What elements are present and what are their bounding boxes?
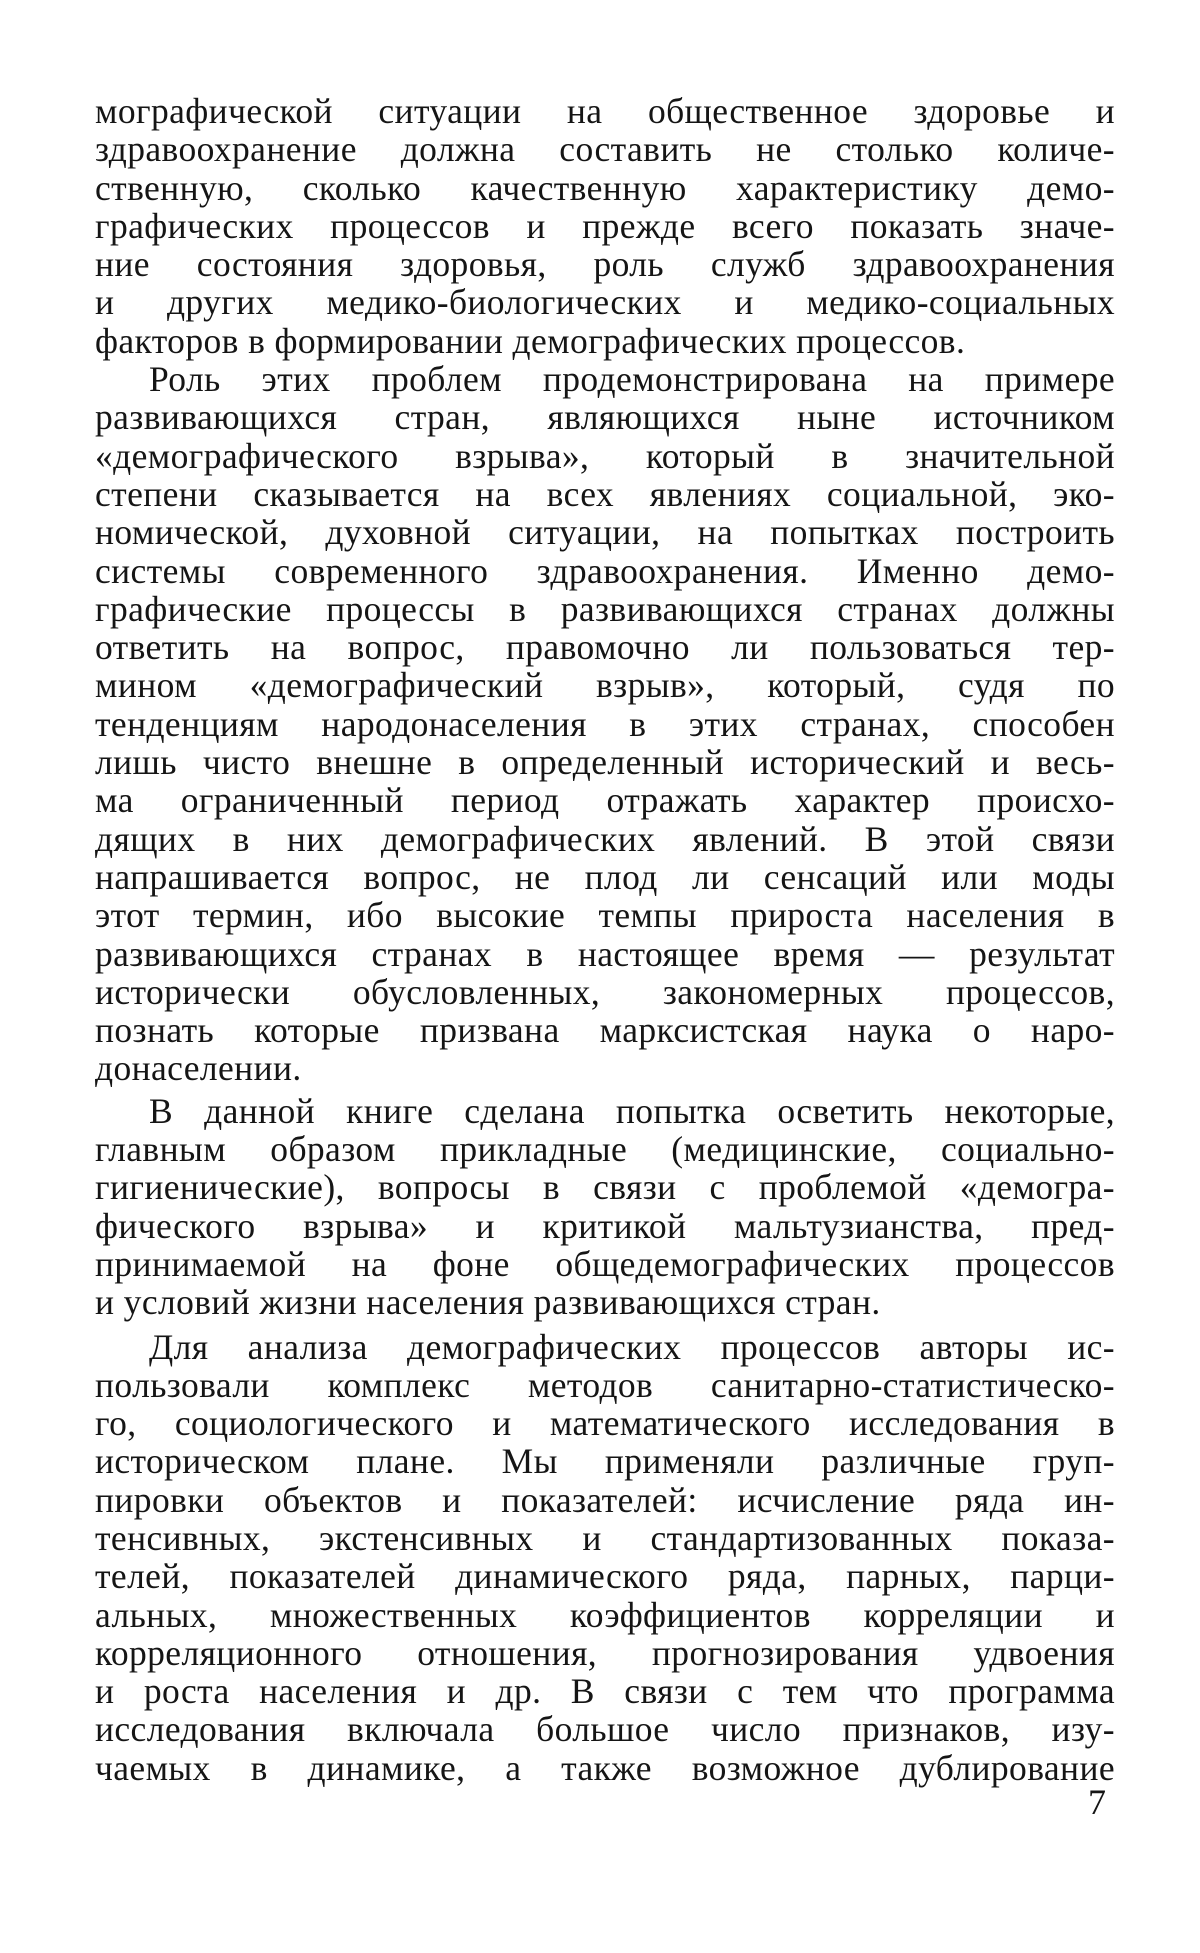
text-line: го, социологического и математического исследования в	[95, 1403, 1115, 1444]
text-line: историческом плане. Мы применяли различные груп-	[95, 1441, 1115, 1482]
text-line: гигиенические), вопросы в связи с проблемой «демогра-	[95, 1167, 1115, 1208]
text-line: ственную, сколько качественную характеристику демо-	[95, 167, 1115, 208]
paragraph-2	[95, 360, 1115, 1088]
text-line: степени сказывается на всех явлениях социальной, эко-	[95, 473, 1115, 514]
text-line: ма ограниченный период отражать характер происхо-	[95, 780, 1115, 821]
text-line: исследования включала большое число признаков, изу-	[95, 1709, 1115, 1750]
text-line: тенденциям народонаселения в этих странах, способен	[95, 703, 1115, 744]
text-line: дящих в них демографических явлений. В этой связи	[95, 818, 1115, 859]
text-line: и роста населения и др. В связи с тем что программа	[95, 1671, 1115, 1712]
text-line: мографической ситуации на общественное здоровье и	[95, 91, 1115, 131]
text-line: лишь чисто внешне в определенный исторический и весь-	[95, 742, 1115, 783]
text-line: пировки объектов и показателей: исчисление ряда ин-	[95, 1479, 1115, 1520]
text-line: развивающихся странах в настоящее время — результат	[95, 933, 1115, 974]
text-line: телей, показателей динамического ряда, парных, парци-	[95, 1556, 1115, 1597]
text-line: исторически обусловленных, закономерных процессов,	[95, 971, 1115, 1012]
paragraph-4	[95, 1328, 1115, 1788]
text-line: ние состояния здоровья, роль служб здравоохранения	[95, 244, 1115, 285]
text-line: напрашивается вопрос, не плод ли сенсаций или моды	[95, 856, 1115, 897]
text-line: ответить на вопрос, правомочно ли пользоваться тер-	[95, 627, 1115, 668]
text-line: корреляционного отношения, прогнозирования удвоения	[95, 1632, 1115, 1673]
text-line: тенсивных, экстенсивных и стандартизованных показа-	[95, 1517, 1115, 1558]
text-line: здравоохранение должна составить не столько количе-	[95, 129, 1115, 170]
text-line: принимаемой на фоне общедемографических процессов	[95, 1243, 1115, 1284]
text-line: Роль этих проблем продемонстрирована на примере	[149, 359, 1115, 400]
text-line: В данной книге сделана попытка осветить некоторые,	[149, 1090, 1115, 1131]
page-text	[95, 92, 1115, 1787]
text-line: номической, духовной ситуации, на попытках построить	[95, 512, 1115, 553]
text-line: «демографического взрыва», который в значительной	[95, 435, 1115, 476]
text-line: мином «демографический взрыв», который, судя по	[95, 665, 1115, 706]
text-line: Для анализа демографических процессов авторы ис-	[149, 1326, 1115, 1367]
paragraph-1	[95, 92, 1115, 360]
text-line: и условий жизни населения развивающихся стран.	[95, 1282, 881, 1323]
text-line: графических процессов и прежде всего показать значе-	[95, 205, 1115, 246]
text-line: главным образом прикладные (медицинские, социально-	[95, 1129, 1115, 1170]
text-line: системы современного здравоохранения. Именно демо-	[95, 550, 1115, 591]
text-line: чаемых в динамике, а также возможное дублирование	[95, 1747, 1115, 1788]
text-line: фического взрыва» и критикой мальтузианства, пред-	[95, 1205, 1115, 1246]
text-line: факторов в формировании демографических процессов.	[95, 320, 966, 361]
text-line: и других медико-биологических и медико-социальных	[95, 282, 1115, 323]
text-line: донаселении.	[95, 1048, 302, 1089]
text-line: познать которые призвана марксистская наука о наро-	[95, 1010, 1115, 1051]
text-line: графические процессы в развивающихся странах должны	[95, 588, 1115, 629]
text-line: этот термин, ибо высокие темпы прироста населения в	[95, 895, 1115, 936]
paragraph-3	[95, 1092, 1115, 1322]
page-number: 7	[1088, 1782, 1106, 1822]
text-line: альных, множественных коэффициентов корреляции и	[95, 1594, 1115, 1635]
text-line: пользовали комплекс методов санитарно-статистическо-	[95, 1364, 1115, 1405]
text-line: развивающихся стран, являющихся ныне источником	[95, 397, 1115, 438]
